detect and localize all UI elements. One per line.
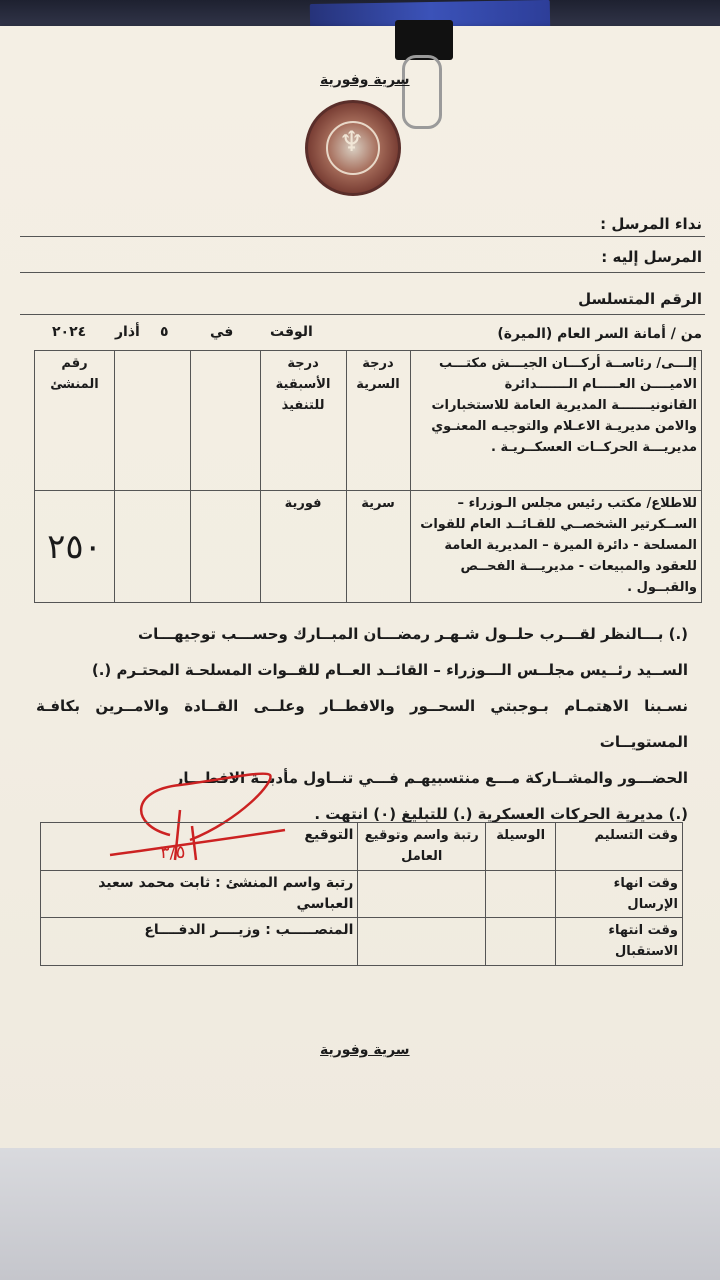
empty-cell [358, 918, 486, 966]
serial-label: الرقم المتسلسل [578, 290, 702, 308]
routing-table [34, 350, 702, 603]
empty-cell [114, 351, 190, 491]
position-cell [41, 918, 358, 966]
table-row [41, 823, 683, 871]
body-line: (.) مديرية الحركات العسكرية (.) للتبليغ (٠) انتهت . [314, 805, 688, 823]
operator-header-cell [358, 823, 486, 871]
priority-header: درجة الأسبقية للتنفيذ [275, 356, 331, 413]
serial-line [20, 314, 705, 315]
signature-header: التوقيع [304, 827, 354, 843]
for-information-cell [410, 491, 702, 603]
position-value: وزيــــر الدفــــاع [144, 922, 261, 938]
position-label: المنصـــــب : [265, 922, 354, 938]
empty-cell [114, 491, 190, 603]
for-information-text: للاطلاع/ مكتب رئيس مجلس الـوزراء – الســكرتير الشخصــي للقـائــد العام للقوات المسلحة - دائرة الميرة – المديرية العامة للعقود والمبيعات - مديريـــة الفحــص والقبــول . [420, 496, 697, 595]
empty-cell [486, 918, 556, 966]
recipient-line [20, 272, 705, 273]
priority-value: فورية [284, 496, 322, 511]
secrecy-header: درجة السرية [356, 356, 400, 392]
handwritten-originator-number: ٢٥٠ [47, 527, 102, 567]
background-table [0, 1148, 720, 1280]
means-header-cell [486, 823, 556, 871]
secrecy-value: سرية [361, 496, 395, 511]
delivery-time-header: وقت التسليم [594, 828, 678, 843]
date-year: ٢٠٢٤ [52, 324, 87, 340]
body-line: (.) بـــالنظر لقـــرب حلــول شـهـر رمضـــان المبــارك وحســـب توجيهـــات [138, 625, 688, 643]
caller-line [20, 236, 705, 237]
priority-header-cell [260, 351, 346, 491]
means-header: الوسيلة [496, 828, 546, 843]
receive-end-cell [556, 918, 683, 966]
date-in-label: في [210, 324, 234, 340]
delivery-time-header-cell [556, 823, 683, 871]
empty-cell [190, 491, 260, 603]
body-line: الســيد رئــيس مجلــس الـــوزراء – القائــد العــام للقــوات المسلحـة المحتـرم (.) [91, 661, 688, 679]
date-month: أذار [115, 324, 140, 340]
body-line: الحضـــور والمشــاركة مـــع منتسبيهـم فـــي تنــاول مأدبــة الافطـــار [174, 769, 688, 787]
receive-end-label: وقت انتهاء الاستقبال [608, 923, 678, 959]
transmission-table [40, 822, 683, 966]
empty-cell [486, 871, 556, 918]
from-line: من / أمانة السر العام (الميرة) [497, 326, 702, 342]
table-row [41, 918, 683, 966]
position-line [45, 920, 353, 941]
recipient-label: المرسل إليه : [601, 248, 702, 266]
to-recipients-cell [410, 351, 702, 491]
originator-name: ثابت محمد سعيد العباسي [98, 875, 354, 912]
seal-eagle-icon: ♆ [339, 125, 365, 158]
classification-bottom: سرية وفورية [320, 1042, 410, 1058]
send-end-label: وقت انهاء الإرسال [613, 876, 678, 912]
classification-top: سرية وفورية [320, 72, 410, 88]
originator-label: رتبة واسم المنشئ : [215, 875, 354, 891]
originator-number-cell [35, 491, 115, 603]
operator-header: رتبة واسم وتوقيع العامل [364, 828, 479, 864]
date-day: ٥ [160, 324, 169, 340]
table-row [41, 871, 683, 918]
body-line: نسـبنا الاهتمـام بـوجبتي السحــور والافطــار وعلــى القــادة والامــرين بكافـة المستويــات [36, 697, 688, 751]
secrecy-header-cell [346, 351, 410, 491]
secrecy-value-cell [346, 491, 410, 603]
priority-value-cell [260, 491, 346, 603]
table-row [35, 351, 702, 491]
signature-date: ٣/٥ [160, 842, 186, 863]
originator-cell [41, 871, 358, 918]
empty-cell [358, 871, 486, 918]
originator-number-header-cell [35, 351, 115, 491]
time-label: الوقت [270, 324, 313, 340]
to-recipients-text: إلـــى/ رئاســة أركـــان الجيـــش مكتـــب الاميــــن العـــــام الـــــــدائرة القانونيـــــــة المديرية العامة للاستخبارات والامن مديريـة الاعـلام والتوجيـه المعنـوي مديريـــة الحركــات العسكــريـة . [431, 356, 697, 455]
originator-line [45, 873, 353, 915]
originator-number-header: رقم المنشئ [50, 356, 99, 392]
table-row [35, 491, 702, 603]
caller-label: نداء المرسل : [600, 215, 702, 233]
empty-cell [190, 351, 260, 491]
ministry-seal-emblem [305, 100, 401, 196]
signature-header-cell [41, 823, 358, 871]
binder-clip-handle [402, 55, 442, 129]
send-end-cell [556, 871, 683, 918]
binder-clip [395, 20, 453, 60]
